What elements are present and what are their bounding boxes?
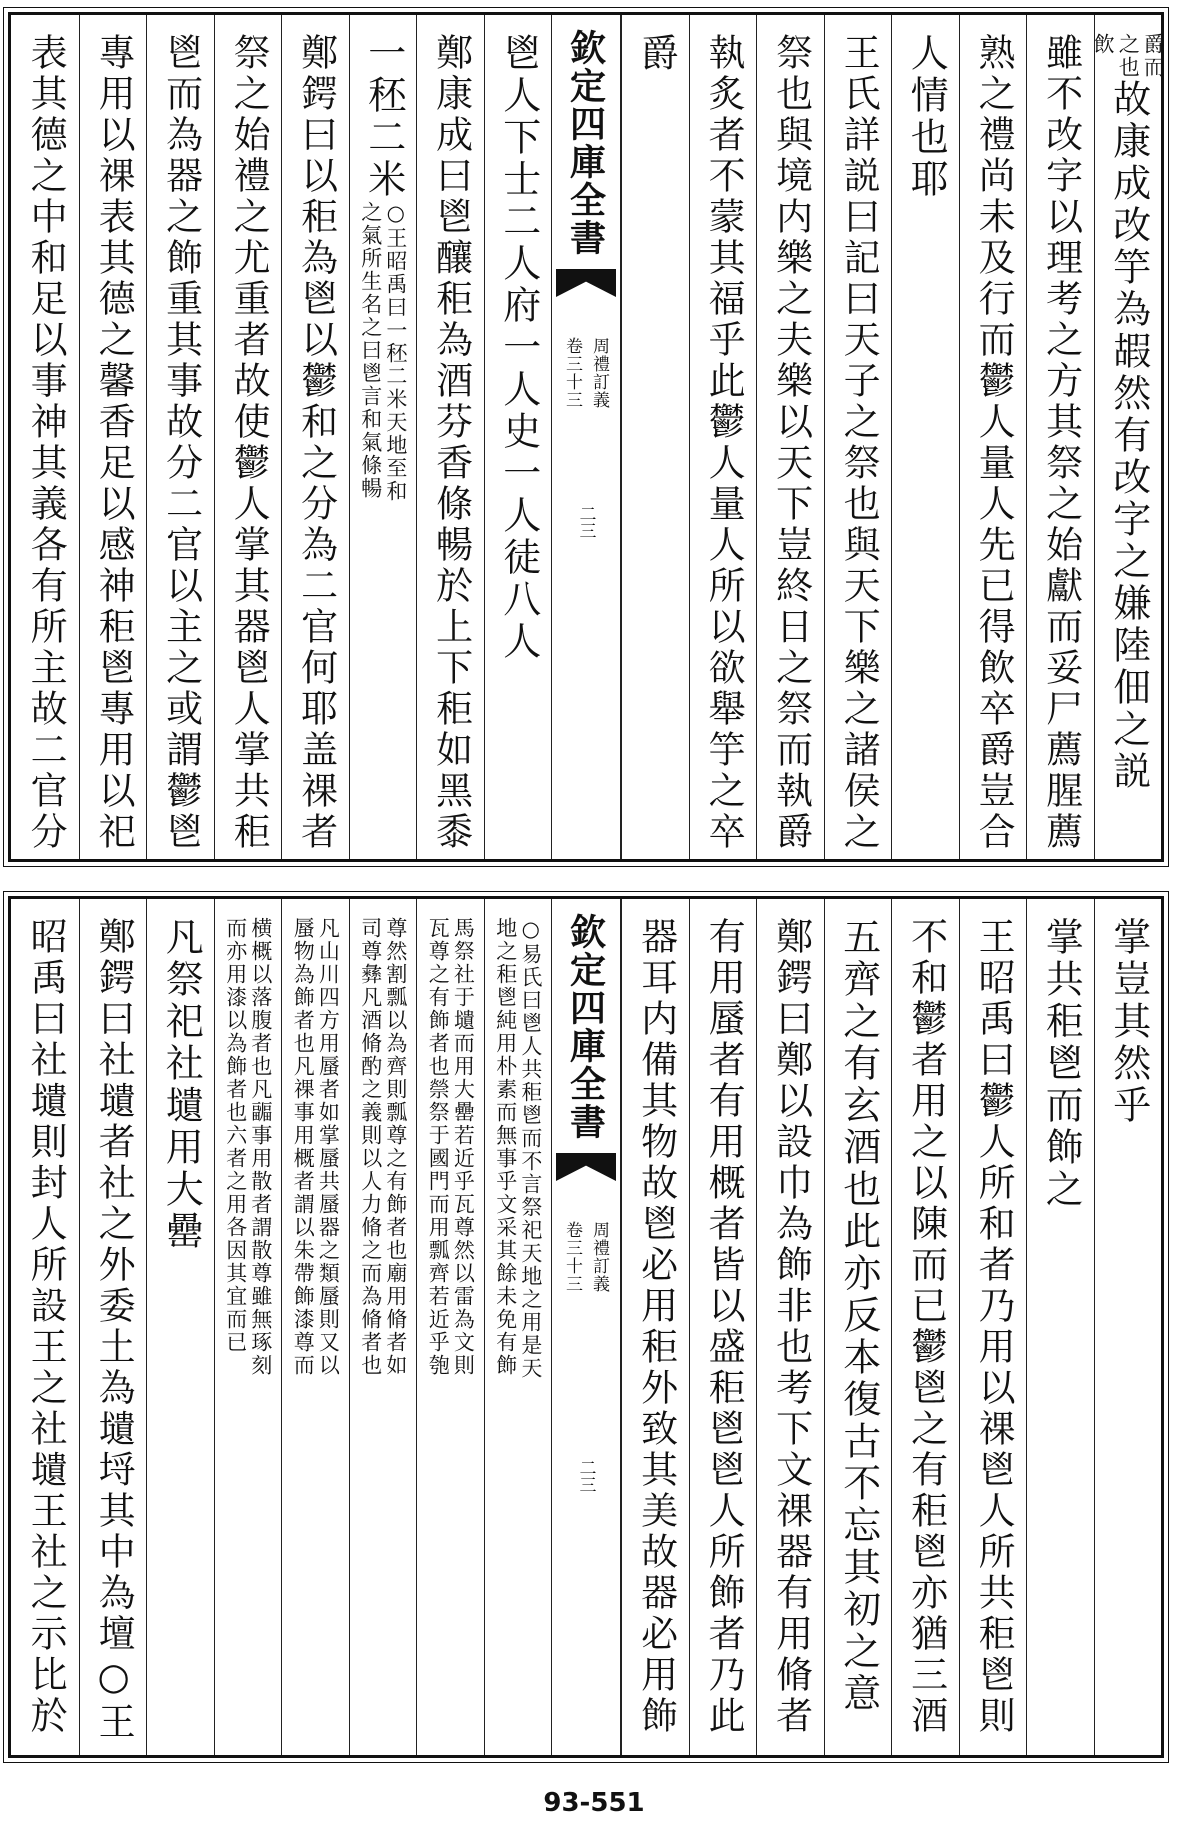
main-text: 故康成改竽為嘏然有改字之嫌陸佃之説 (1106, 79, 1151, 793)
column-content (291, 917, 339, 1377)
text-column (959, 15, 1027, 859)
main-text: 鄭康成曰鬯釀秬為酒芬香條暢於上下秬如黑黍 (429, 33, 473, 853)
banner-page-number: 二三 (575, 505, 596, 539)
top-page-frame (8, 12, 1164, 862)
commentary-text: 飲 (1091, 33, 1116, 56)
main-text: 鬯而為器之飾重其事故分二官以主之或謂鬱鬯 (159, 33, 203, 853)
column-content (227, 33, 271, 853)
main-text: 掌共秬鬯而飾之 (1039, 917, 1084, 1211)
text-column (214, 899, 282, 1755)
column-content (904, 33, 949, 201)
fishtail-mark-icon (556, 269, 616, 297)
text-column (349, 899, 417, 1755)
main-text: 凡祭祀社壝用大罍 (159, 917, 204, 1253)
text-column (621, 899, 689, 1755)
main-text: 祭也與境内樂之夫樂以天下豈終日之祭而執爵 (769, 33, 813, 853)
main-text: 執炙者不蒙其福乎此鬱人量人所以欲舉竽之卒 (702, 33, 746, 853)
commentary-text: ○王昭禹曰一秠二米天地至和 (383, 201, 408, 503)
column-content (837, 33, 881, 853)
text-column (621, 15, 689, 859)
main-text: 鬯人下士二人府一人史一人徒八人 (496, 33, 541, 663)
column-content (429, 33, 473, 853)
banner-title: 欽定四庫全書 (564, 913, 607, 1141)
column-content (769, 33, 813, 853)
main-text: 雖不改字以理考之方其祭之始獻而妥尸薦腥薦 (1039, 33, 1083, 853)
banner-book-info (560, 1221, 612, 1293)
text-column (1026, 899, 1094, 1755)
column-content (159, 917, 204, 1253)
text-column (824, 899, 892, 1755)
column-content (702, 33, 746, 853)
main-text: 五齊之有玄酒也此亦反本復古不忘其初之意 (836, 917, 881, 1715)
column-content (92, 917, 136, 1743)
fishtail-mark-icon (556, 1153, 616, 1181)
text-column (416, 15, 484, 859)
banner-column (551, 15, 621, 859)
commentary-text: ○易氏曰鬯人共秬鬯而不言祭祀天地之用是天 (518, 917, 543, 1380)
main-text: 爵 (634, 33, 679, 75)
bottom-page-frame (8, 896, 1164, 1758)
banner-book-info (560, 337, 612, 409)
main-text: 昭禹曰社壝則封人所設王之社壝王社之示比於 (24, 917, 68, 1737)
commentary-twin-lines (426, 917, 474, 1377)
text-column (349, 15, 417, 859)
column-content (496, 33, 541, 663)
main-text: 掌豈其然乎 (1106, 917, 1151, 1127)
column-content (494, 917, 542, 1380)
commentary-twin-lines (1091, 33, 1164, 79)
text-column (824, 15, 892, 859)
text-column (79, 15, 147, 859)
text-column (1026, 15, 1094, 859)
column-content (426, 917, 474, 1377)
column-content (224, 917, 272, 1377)
commentary-twin-lines (359, 917, 407, 1377)
column-content (294, 33, 338, 853)
main-text: 鄭鍔曰鄭以設巾為飾非也考下文祼器有用脩者 (769, 917, 813, 1737)
commentary-text: 地之秬鬯純用朴素而無事乎文采其餘未免有飾 (493, 917, 518, 1377)
text-column (214, 15, 282, 859)
banner-book-title: 周禮訂義 (589, 337, 609, 409)
column-content (159, 33, 203, 853)
text-column (281, 899, 349, 1755)
commentary-twin-lines (291, 917, 339, 1377)
banner-volume: 卷三十三 (562, 1221, 582, 1293)
commentary-twin-lines (494, 917, 542, 1380)
main-text: 人情也耶 (904, 33, 949, 201)
main-text: 專用以祼表其德之馨香足以感神秬鬯專用以祀 (92, 33, 136, 853)
commentary-text: 之也 (1116, 33, 1141, 79)
commentary-text: 蜃物為飾者也凡祼事用概者謂以朱帶飾漆尊而 (291, 917, 316, 1377)
text-column (11, 899, 79, 1755)
column-content (634, 917, 678, 1737)
text-column (146, 15, 214, 859)
text-column (891, 15, 959, 859)
text-column (1091, 15, 1166, 859)
column-content (24, 917, 68, 1737)
main-text: 王昭禹曰鬱人所和者乃用以祼鬯人所共秬鬯則 (972, 917, 1016, 1737)
commentary-twin-lines (224, 917, 272, 1377)
main-text: 器耳内備其物故鬯必用秬外致其美故器必用飾 (634, 917, 678, 1737)
main-text: 一秠二米 (361, 33, 406, 201)
commentary-text: 横概以落腹者也凡疈事用散者謂散尊雖無琢刻 (248, 917, 273, 1377)
commentary-text: 爵而 (1141, 33, 1166, 79)
commentary-text: 馬祭社于壝而用大罍若近乎瓦尊然以雷為文則 (451, 917, 476, 1377)
text-column (416, 899, 484, 1755)
banner-column (551, 899, 621, 1755)
text-column (1094, 899, 1162, 1755)
text-column (79, 899, 147, 1755)
column-content (634, 33, 679, 75)
column-content (972, 33, 1016, 853)
commentary-text: 凡山川四方用蜃者如掌蜃共蜃器之類蜃則又以 (316, 917, 341, 1377)
text-column (891, 899, 959, 1755)
column-content (92, 33, 136, 853)
main-text: 王氏詳説曰記曰天子之祭也與天下樂之諸侯之 (837, 33, 881, 853)
commentary-twin-lines (359, 201, 407, 503)
main-text: 鄭鍔曰以秬為鬯以鬱和之分為二官何耶盖祼者 (294, 33, 338, 853)
text-column (689, 15, 757, 859)
text-column (146, 899, 214, 1755)
column-content (769, 917, 813, 1737)
banner-title: 欽定四庫全書 (564, 29, 607, 257)
column-content (1106, 917, 1151, 1127)
text-column (689, 899, 757, 1755)
column-content (1091, 33, 1164, 793)
text-column (756, 15, 824, 859)
main-text: 鄭鍔曰社壝者社之外委土為壝埒其中為壇○王 (92, 917, 136, 1743)
column-content (972, 917, 1016, 1737)
column-content (702, 917, 746, 1737)
text-column (484, 899, 552, 1755)
main-text: 熟之禮尚未及行而鬱人量人先已得飲卒爵豈合 (972, 33, 1016, 853)
banner-page-number: 二三 (575, 1459, 596, 1493)
commentary-text: 而亦用漆以為飾者也六者之用各因其宜而已 (223, 917, 248, 1354)
commentary-text: 尊然割瓢以為齊則瓢尊之有飾者也廟用脩者如 (383, 917, 408, 1377)
column-content (1039, 33, 1083, 853)
column-content (24, 33, 68, 853)
banner-book-title: 周禮訂義 (589, 1221, 609, 1293)
commentary-text: 司尊彝凡酒脩酌之義則以人力脩之而為脩者也 (358, 917, 383, 1377)
text-column (11, 15, 79, 859)
column-content (359, 917, 407, 1377)
main-text: 祭之始禮之尤重者故使鬱人掌其器鬯人掌共秬 (227, 33, 271, 853)
column-content (359, 33, 407, 503)
commentary-text: 瓦尊之有飾者也禜祭于國門而用瓢齊若近乎匏 (426, 917, 451, 1377)
main-text: 表其德之中和足以事神其義各有所主故二官分 (24, 33, 68, 853)
column-content (1039, 917, 1084, 1211)
column-content (904, 917, 948, 1737)
text-column (484, 15, 552, 859)
page-footer-number: 93-551 (543, 1788, 645, 1818)
column-content (836, 917, 881, 1715)
main-text: 有用蜃者有用概者皆以盛秬鬯鬯人所飾者乃此 (702, 917, 746, 1737)
banner-volume: 卷三十三 (562, 337, 582, 409)
commentary-text: 之氣所生名之曰鬯言和氣條暢 (358, 201, 383, 500)
text-column (756, 899, 824, 1755)
text-column (959, 899, 1027, 1755)
text-column (281, 15, 349, 859)
main-text: 不和鬱者用之以陳而已鬱鬯之有秬鬯亦猶三酒 (904, 917, 948, 1737)
